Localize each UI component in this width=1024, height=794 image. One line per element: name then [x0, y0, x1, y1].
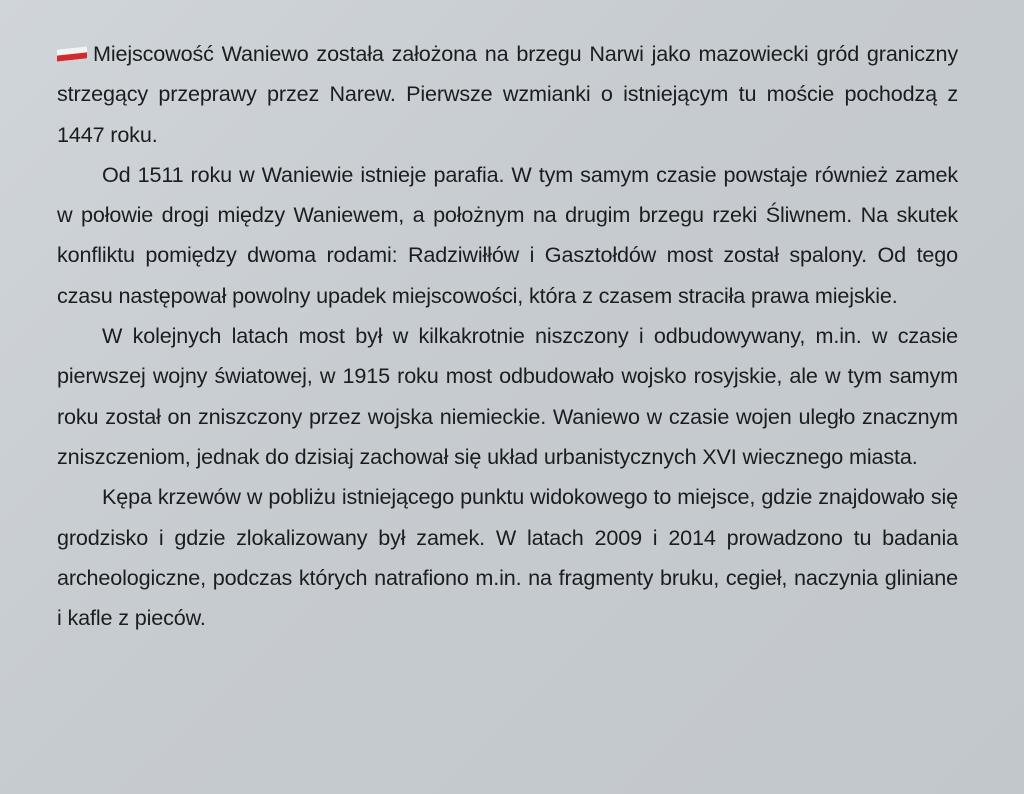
polish-flag-icon: [57, 46, 87, 61]
paragraph-4: Kępa krzewów w pobliżu istniejącego punktu widokowego to miejsce, gdzie znajdowało się grodzisko i gdzie zlokalizowany był zamek. W latach 2009 i 2014 prowadzono tu badania archeologiczne, podczas których natrafiono m.in. na fragmenty bruku, cegieł, naczynia gliniane i kafle z pieców.: [57, 484, 958, 631]
paragraph-1-text: Miejscowość Waniewo została założona na brzegu Narwi jako mazowiecki gród graniczny strzegący przeprawy przez Narew. Pierwsze wzmianki o istniejącym tu moście pochodzą z 1447 roku.: [57, 41, 958, 147]
paragraph-1: [57, 34, 958, 155]
paragraph-2: Od 1511 roku w Waniewie istnieje parafia. W tym samym czasie powstaje również zamek w połowie drogi między Waniewem, a położnym na drugim brzegu rzeki Śliwnem. Na skutek konfliktu pomiędzy dwoma rodami: Radziwiłłów i Gasztołdów most został spalony. Od tego czasu następował powolny upadek miejscowości, która z czasem straciła prawa miejskie.: [57, 161, 958, 308]
paragraph-3: W kolejnych latach most był w kilkakrotnie niszczony i odbudowywany, m.in. w czasie pierwszej wojny światowej, w 1915 roku most odbudowało wojsko rosyjskie, ale w tym samym roku został on zniszczony przez wojska niemieckie. Waniewo w czasie wojen uległo znacznym zniszczeniom, jednak do dzisiaj zachował się układ urbanistycznych XVI wiecznego miasta.: [57, 323, 958, 469]
